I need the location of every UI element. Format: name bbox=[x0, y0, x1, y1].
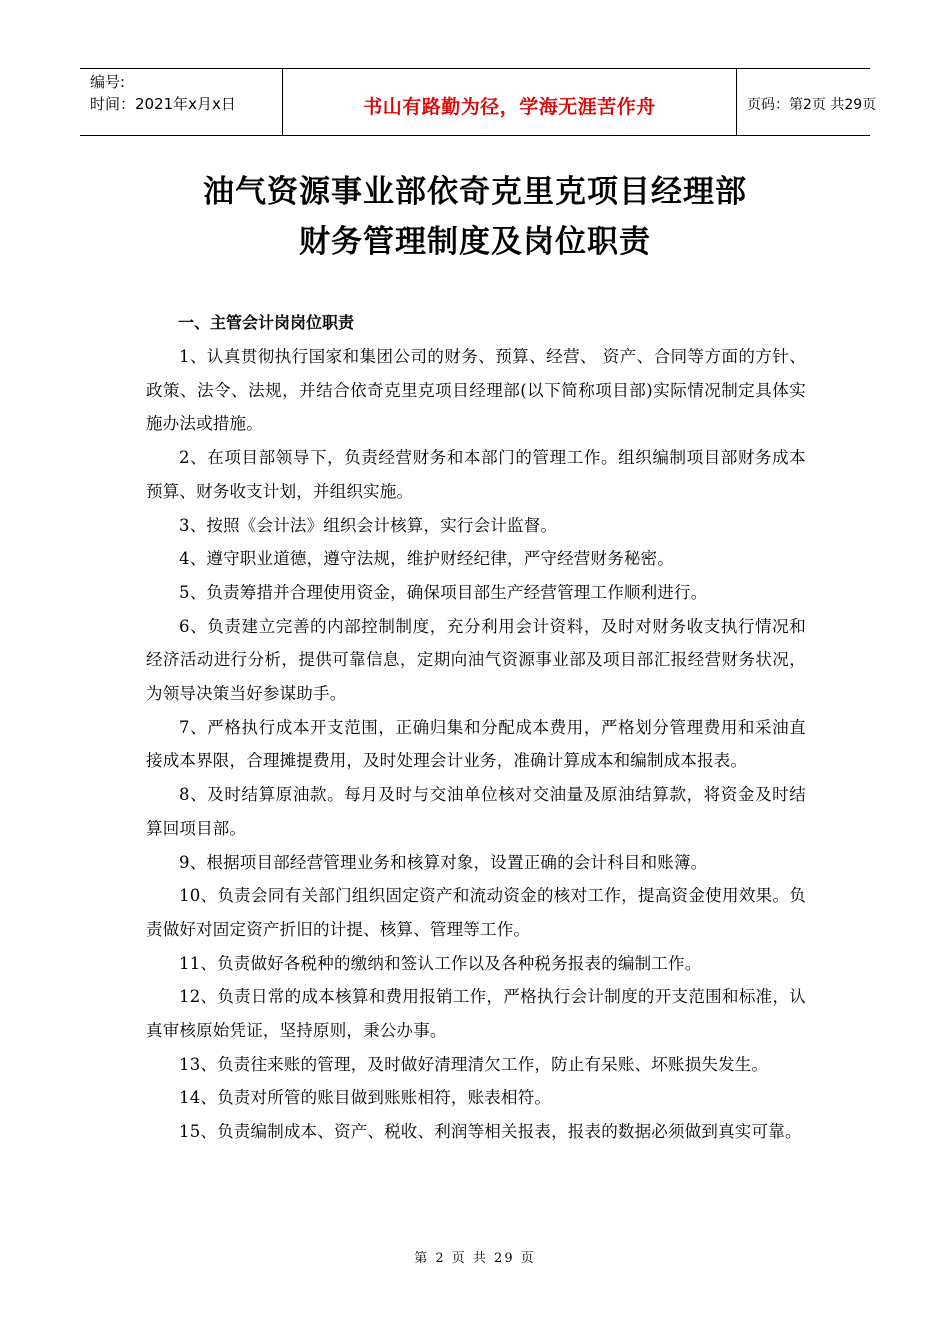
duty-item-8: 8、及时结算原油款。每月及时与交油单位核对交油量及原油结算款，将资金及时结算回项目部。 bbox=[146, 785, 806, 838]
duty-item-12: 12、负责日常的成本核算和费用报销工作，严格执行会计制度的开支范围和标准，认真审核原始凭证，坚持原则，秉公办事。 bbox=[146, 987, 806, 1041]
duty-item-14: 14、负责对所管的账目做到账账相符，账表相符。 bbox=[179, 1088, 552, 1108]
page-footer: 第 2 页 共 29 页 bbox=[414, 1251, 536, 1266]
document-number-label: 编号: bbox=[90, 73, 126, 91]
document-time-label: 时间：2021年x月x日 bbox=[90, 95, 236, 113]
duty-item-1: 1、认真贯彻执行国家和集团公司的财务、预算、经营、 资产、合同等方面的方针、政策、法令、法规，并结合依奇克里克项目经理部(以下简称项目部)实际情况制定具体实施办法或措施。 bbox=[146, 347, 806, 434]
document-title-line-1: 油气资源事业部依奇克里克项目经理部 bbox=[203, 174, 747, 210]
duty-item-11: 11、负责做好各税种的缴纳和签认工作以及各种税务报表的编制工作。 bbox=[179, 953, 702, 973]
header-motto-cell bbox=[282, 69, 737, 135]
section-heading: 一、主管会计岗岗位职责 bbox=[178, 313, 355, 332]
duty-item-5: 5、负责筹措并合理使用资金，确保项目部生产经营管理工作顺利进行。 bbox=[179, 582, 708, 602]
duty-item-4: 4、遵守职业道德，遵守法规，维护财经纪律，严守经营财务秘密。 bbox=[179, 549, 674, 569]
duty-item-9: 9、根据项目部经营管理业务和核算对象，设置正确的会计科目和账簿。 bbox=[179, 852, 708, 872]
section-body bbox=[146, 340, 806, 1149]
header-info-cell bbox=[80, 69, 282, 135]
duty-item-2: 2、在项目部领导下，负责经营财务和本部门的管理工作。组织编制项目部财务成本预算、财务收支计划，并组织实施。 bbox=[146, 448, 806, 501]
header-page-cell bbox=[737, 69, 877, 135]
document-header bbox=[80, 68, 877, 136]
duty-item-7: 7、严格执行成本开支范围，正确归集和分配成本费用，严格划分管理费用和采油直接成本界限，合理摊提费用，及时处理会计业务，准确计算成本和编制成本报表。 bbox=[146, 717, 806, 771]
header-page-label: 页码：第2页 共29页 bbox=[747, 97, 877, 113]
duty-item-10: 10、负责会同有关部门组织固定资产和流动资金的核对工作，提高资金使用效果。负责做好对固定资产折旧的计提、核算、管理等工作。 bbox=[146, 886, 806, 939]
header-motto: 书山有路勤为径，学海无涯苦作舟 bbox=[363, 95, 656, 118]
duty-item-3: 3、按照《会计法》组织会计核算，实行会计监督。 bbox=[179, 515, 558, 535]
document-title-line-2: 财务管理制度及岗位职责 bbox=[299, 224, 651, 260]
duty-item-6: 6、负责建立完善的内部控制制度，充分利用会计资料，及时对财务收支执行情况和经济活动进行分析，提供可靠信息，定期向油气资源事业部及项目部汇报经营财务状况，为领导决策当好参谋助手。 bbox=[146, 616, 806, 704]
duty-item-15: 15、负责编制成本、资产、税收、利润等相关报表，报表的数据必须做到真实可靠。 bbox=[179, 1122, 802, 1142]
duty-item-13: 13、负责往来账的管理，及时做好清理清欠工作，防止有呆账、坏账损失发生。 bbox=[179, 1054, 769, 1074]
